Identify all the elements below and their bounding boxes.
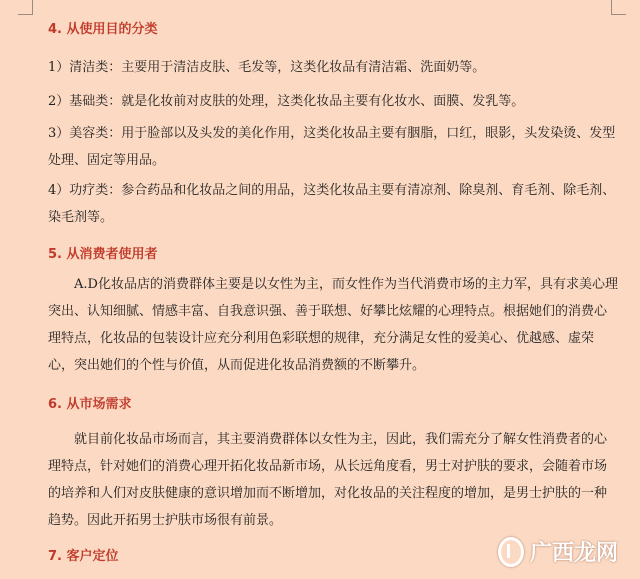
section-heading-4: 4. 从使用目的分类 — [48, 22, 158, 37]
section-heading-5: 5. 从消费者使用者 — [48, 247, 158, 262]
page-corner-mark-right — [611, 0, 626, 15]
watermark-logo-icon — [498, 537, 524, 567]
paragraph-market: 就目前化妆品市场而言，其主要消费群体以女性为主，因此，我们需充分了解女性消费者的心理特点，针对她们的消费心理开拓化妆品新市场，从长远角度看，男士对护肤的要求，会随着市场的培养和人们对皮肤健康的意识增加而不断增加，对化妆品的关注程度的增加，是男士护肤的一种趋势。因此开拓男士护肤市场很有前景。 — [48, 432, 608, 528]
site-watermark — [498, 536, 618, 567]
paragraph-cleansing: 1）清洁类：主要用于清洁皮肤、毛发等，这类化妆品有清洁霜、洗面奶等。 — [48, 60, 486, 75]
paragraph-therapeutic: 4）功疗类：参合药品和化妆品之间的用品，这类化妆品主要有清凉剂、除臭剂、育毛剂、除毛剂、染毛剂等。 — [48, 183, 616, 225]
paragraph-basic: 2）基础类：就是化妆前对皮肤的处理，这类化妆品主要有化妆水、面膜、发乳等。 — [48, 94, 525, 109]
paragraph-consumer: A.D化妆品店的消费群体主要是以女性为主，而女性作为当代消费市场的主力军，具有求美心理突出、认知细腻、情感丰富、自我意识强、善于联想、好攀比炫耀的心理特点。根据她们的消费心理特点，化妆品的包装设计应充分利用色彩联想的规律，充分满足女性的爱美心、优越感、虚荣心，突出她们的个性与价值，从而促进化妆品消费额的不断攀升。 — [48, 277, 618, 373]
section-heading-6: 6. 从市场需求 — [48, 397, 132, 412]
page-corner-mark-left — [18, 0, 33, 15]
paragraph-beauty: 3）美容类：用于脸部以及头发的美化作用，这类化妆品主要有胭脂，口红，眼影，头发染烫、发型处理、固定等用品。 — [48, 126, 616, 168]
section-heading-7: 7. 客户定位 — [48, 549, 119, 564]
watermark-text: 广西龙网 — [529, 541, 618, 566]
